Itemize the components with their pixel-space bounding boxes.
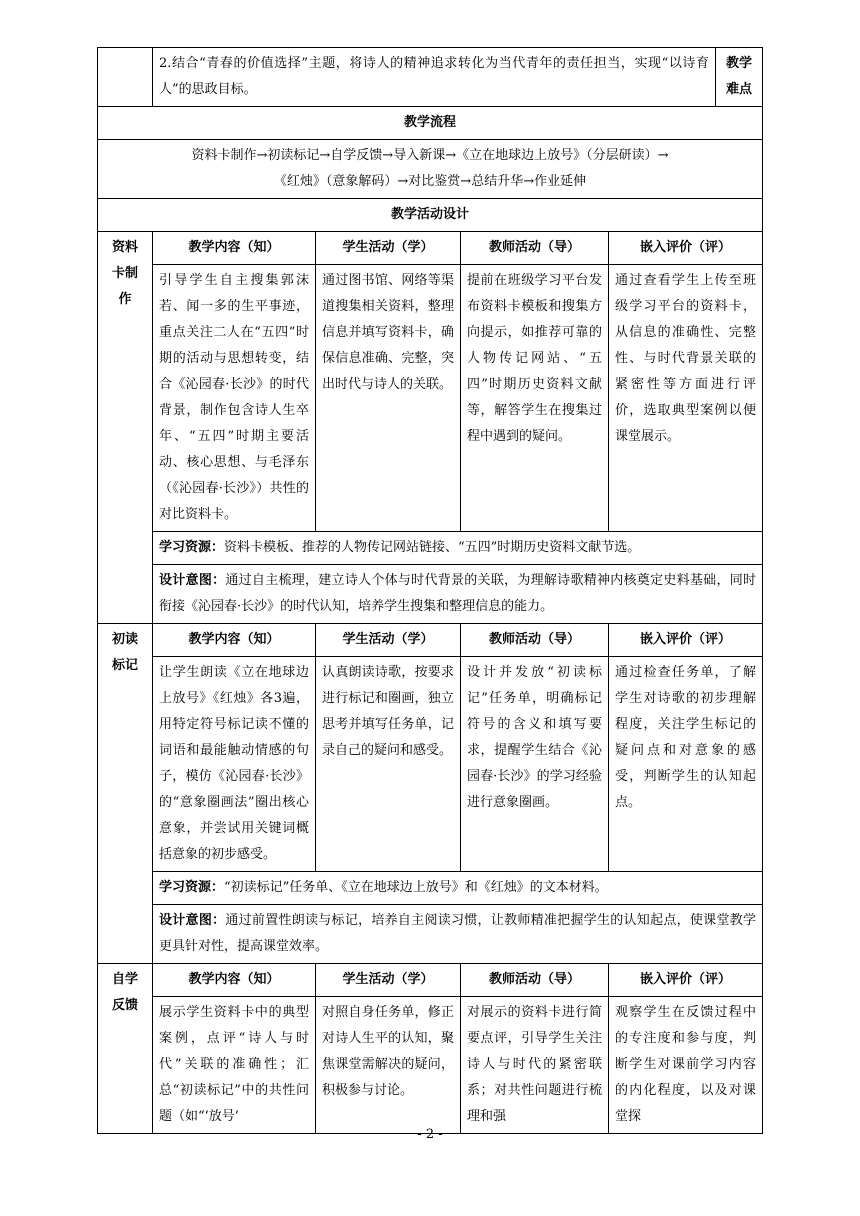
col-eval-head: 嵌入评价（评） [609, 964, 763, 997]
resources-row [98, 872, 763, 905]
flow-line-2: 《红烛》（意象解码）→对比鉴赏→总结升华→作业延伸 [273, 174, 587, 189]
resources-text: 资料卡模板、推荐的人物传记网站链接、“五四”时期历史资料文献节选。 [224, 540, 641, 555]
intent-label: 设计意图： [159, 913, 226, 928]
teacher-cell: 设计并发放“初读标记”任务单，明确标记符号的含义和填写要求，提醒学生结合《沁园春·长沙》的学习经验进行意象圈画。 [461, 657, 609, 872]
col-teacher-head: 教师活动（导） [461, 624, 609, 657]
col-eval-head: 嵌入评价（评） [609, 624, 763, 657]
resources-label: 学习资源： [159, 880, 225, 895]
teacher-cell: 对展示的资料卡进行简要点评，引导学生关注诗人与时代的紧密联系；对共性问题进行梳理和强 [461, 997, 609, 1134]
student-cell: 通过图书馆、网络等渠道搜集相关资料，整理信息并填写资料卡，确保信息准确、完整，突出时代与诗人的关联。 [316, 265, 461, 532]
col-teacher-head: 教师活动（导） [461, 964, 609, 997]
empty-cell [98, 48, 153, 107]
content-cell: 引导学生自主搜集郭沫若、闻一多的生平事迹，重点关注二人在“五四”时期的活动与思想转变，结合《沁园春·长沙》的时代背景，制作包含诗人生卒年、“五四”时期主要活动、核心思想、与毛泽东（《沁园春·长沙》）共性的对比资料卡。 [153, 265, 316, 532]
flow-text [98, 140, 763, 199]
resources-cell [153, 532, 763, 565]
student-cell: 对照自身任务单，修正对诗人生平的认知，聚焦课堂需解决的疑问，积极参与讨论。 [316, 997, 461, 1134]
col-student-head: 学生活动（学） [316, 232, 461, 265]
content-cell: 让学生朗读《立在地球边上放号》《红烛》各3遍，用特定符号标记读不懂的词语和最能触动情感的句子，模仿《沁园春·长沙》的“意象圈画法”圈出核心意象，并尝试用关键词概括意象的初步感受。 [153, 657, 316, 872]
stage-header-row [98, 964, 763, 997]
flow-line-1: 资料卡制作→初读标记→自学反馈→导入新课→《立在地球边上放号》（分层研读）→ [191, 148, 669, 163]
flow-heading-row [98, 107, 763, 140]
intent-row [98, 565, 763, 624]
activity-heading-row [98, 199, 763, 232]
intent-label: 设计意图： [159, 573, 226, 588]
teacher-cell: 提前在班级学习平台发布资料卡模板和搜集方向提示，如推荐可靠的人物传记网站、“五四”时期历史资料文献等，解答学生在搜集过程中遇到的疑问。 [461, 265, 609, 532]
student-cell: 认真朗读诗歌，按要求进行标记和圈画，独立思考并填写任务单，记录自己的疑问和感受。 [316, 657, 461, 872]
stage-header-row [98, 624, 763, 657]
stage-header-row [98, 232, 763, 265]
stage-label: 初读 标记 [98, 624, 153, 964]
content-cell: 展示学生资料卡中的典型案例，点评“诗人与时代”关联的准确性；汇总“初读标记”中的共性问题（如“‘放号’ [153, 997, 316, 1134]
flow-heading: 教学流程 [98, 107, 763, 140]
col-student-head: 学生活动（学） [316, 964, 461, 997]
stage-label: 资料 卡制 作 [98, 232, 153, 624]
stage-body-row [98, 657, 763, 872]
col-content-head: 教学内容（知） [153, 964, 316, 997]
activity-heading: 教学活动设计 [98, 199, 763, 232]
resources-text: “初读标记”任务单、《立在地球边上放号》和《红烛》的文本材料。 [224, 880, 608, 895]
resources-label: 学习资源： [159, 540, 225, 555]
col-teacher-head: 教师活动（导） [461, 232, 609, 265]
difficulty-row [98, 48, 763, 107]
col-eval-head: 嵌入评价（评） [609, 232, 763, 265]
col-content-head: 教学内容（知） [153, 624, 316, 657]
col-content-head: 教学内容（知） [153, 232, 316, 265]
eval-cell: 观察学生在反馈过程中的专注度和参与度，判断学生对课前学习内容的内化程度，以及对课堂探 [609, 997, 763, 1134]
intent-cell [153, 905, 763, 964]
intent-cell [153, 565, 763, 624]
stage-body-row [98, 265, 763, 532]
stage-label: 自学 反馈 [98, 964, 153, 1134]
flow-row [98, 140, 763, 199]
eval-cell: 通过检查任务单，了解学生对诗歌的初步理解程度，关注学生标记的疑问点和对意象的感受，判断学生的认知起点。 [609, 657, 763, 872]
stage-body-row [98, 997, 763, 1134]
eval-cell: 通过查看学生上传至班级学习平台的资料卡，从信息的准确性、完整性、与时代背景关联的紧密性等方面进行评价，选取典型案例以便课堂展示。 [609, 265, 763, 532]
difficulty-text: 2.结合“青春的价值选择”主题，将诗人的精神追求转化为当代青年的责任担当，实现“以诗育人”的思政目标。 [153, 48, 716, 107]
lesson-plan-table [97, 47, 763, 1134]
difficulty-label: 教学 难点 [716, 48, 763, 107]
page-number: - 2 - [417, 1127, 443, 1142]
resources-row [98, 532, 763, 565]
intent-row [98, 905, 763, 964]
resources-cell [153, 872, 763, 905]
intent-text: 通过自主梳理，建立诗人个体与时代背景的关联，为理解诗歌精神内核奠定史料基础，同时衔接《沁园春·长沙》的时代认知，培养学生搜集和整理信息的能力。 [159, 573, 756, 614]
intent-text: 通过前置性朗读与标记，培养自主阅读习惯，让教师精准把握学生的认知起点，使课堂教学更具针对性，提高课堂效率。 [159, 913, 756, 954]
col-student-head: 学生活动（学） [316, 624, 461, 657]
